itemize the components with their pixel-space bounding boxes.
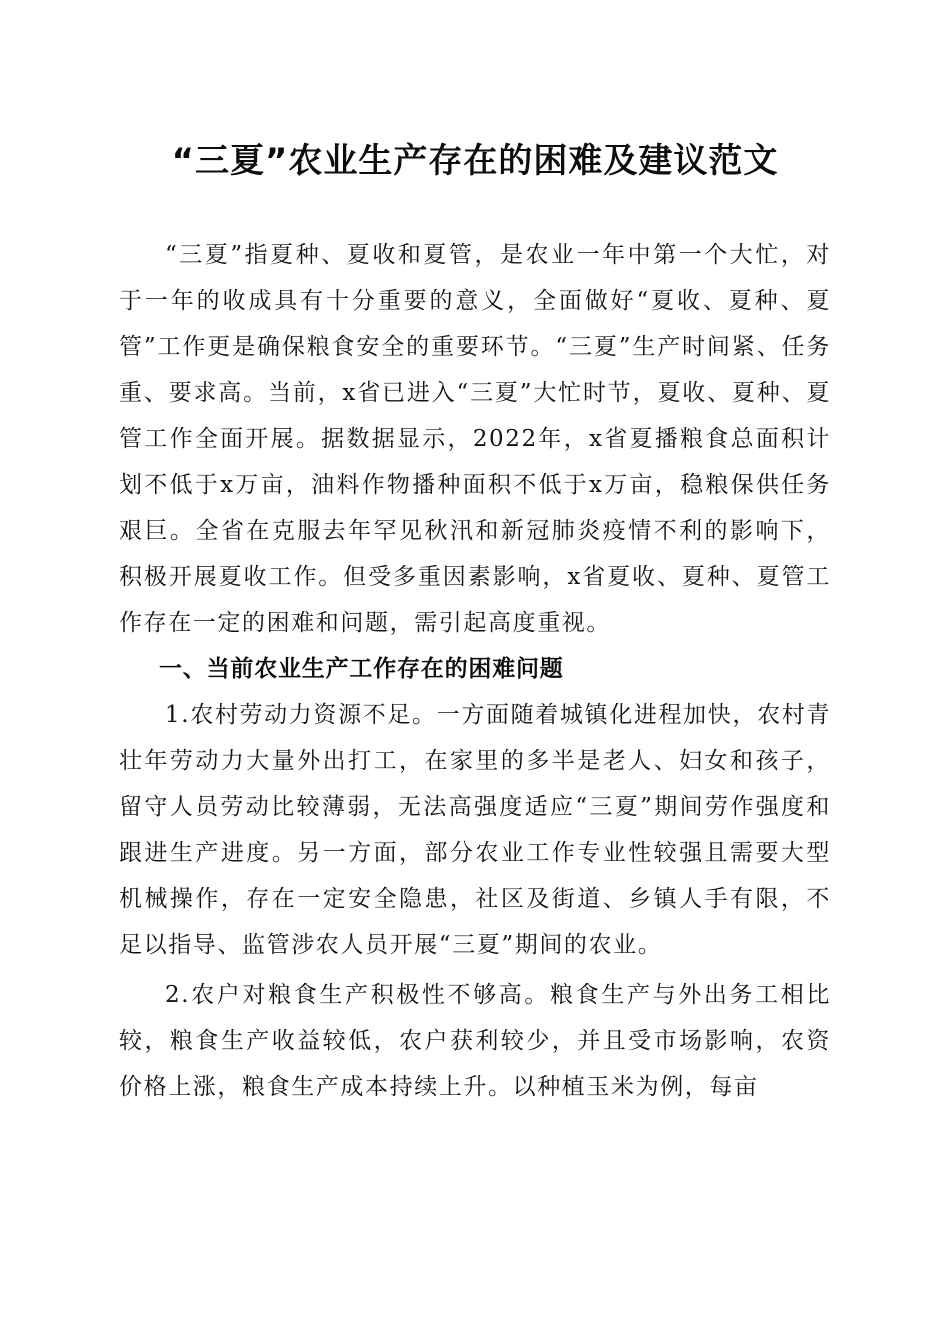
document-body: [119, 232, 831, 1110]
list-item: 2.农户对粮食生产积极性不够高。粮食生产与外出务工相比较，粮食生产收益较低，农户获利较少，并且受市场影响，农资价格上涨，粮食生产成本持续上升。以种植玉米为例，每亩: [119, 982, 831, 1100]
list-item: 1.农村劳动力资源不足。一方面随着城镇化进程加快，农村青壮年劳动力大量外出打工，在家里的多半是老人、妇女和孩子，留守人员劳动比较薄弱，无法高强度适应“三夏”期间劳作强度和跟进生产进度。另一方面，部分农业工作专业性较强且需要大型机械操作，存在一定安全隐患，社区及街道、乡镇人手有限，不足以指导、监管涉农人员开展“三夏”期间的农业。: [119, 702, 831, 958]
document-title: “三夏”农业生产存在的困难及建议范文: [171, 141, 779, 181]
section-heading: 一、当前农业生产工作存在的困难问题: [159, 656, 564, 682]
intro-paragraph: “三夏”指夏种、夏收和夏管，是农业一年中第一个大忙，对于一年的收成具有十分重要的意义，全面做好“夏收、夏种、夏管”工作更是确保粮食安全的重要环节。“三夏”生产时间紧、任务重、要求高。当前，x省已进入“三夏”大忙时节，夏收、夏种、夏管工作全面开展。据数据显示，2022年，x省夏播粮食总面积计划不低于x万亩，油料作物播种面积不低于x万亩，稳粮保供任务艰巨。全省在克服去年罕见秋汛和新冠肺炎疫情不利的影响下，积极开展夏收工作。但受多重因素影响，x省夏收、夏种、夏管工作存在一定的困难和问题，需引起高度重视。: [119, 242, 831, 636]
